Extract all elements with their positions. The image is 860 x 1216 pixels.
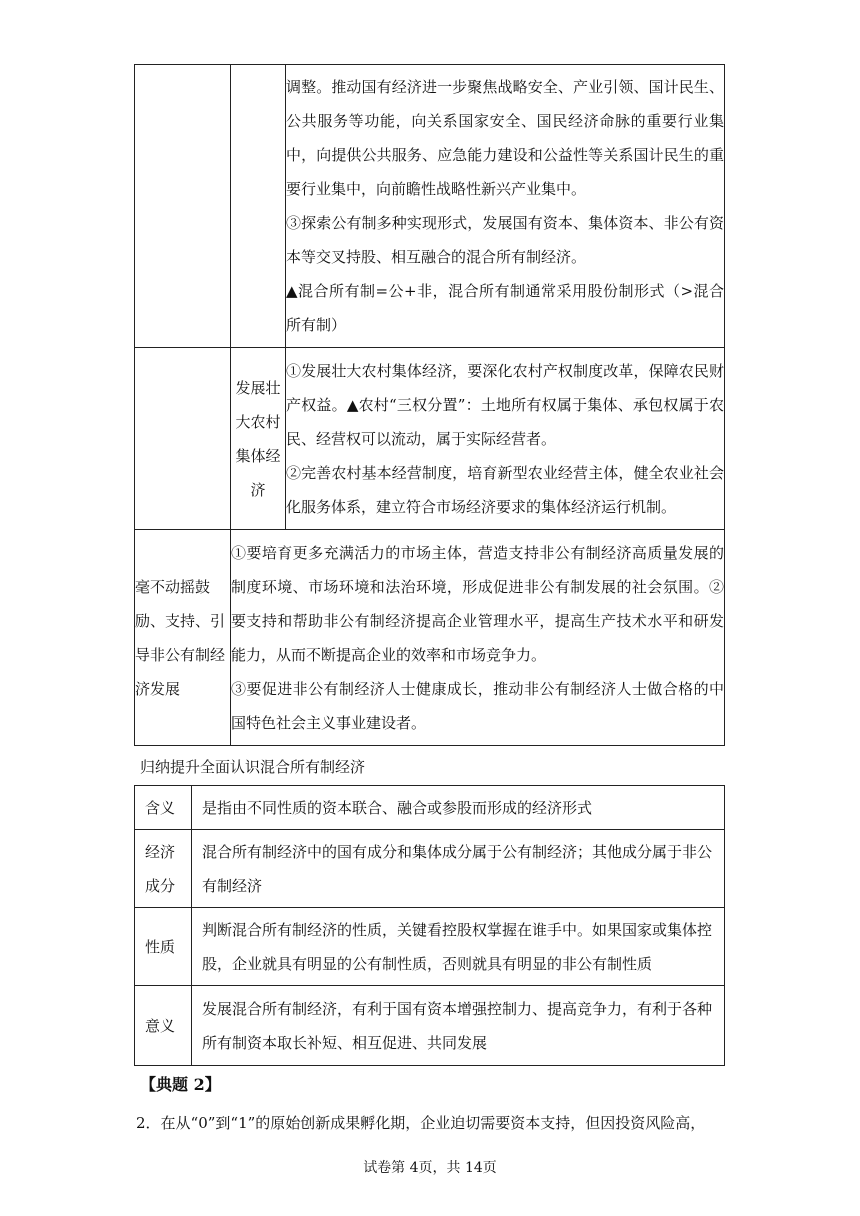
table-row	[135, 908, 725, 986]
row-label: 发展壮大农村集体经济	[231, 348, 286, 530]
page-footer: 试卷第 4页，共 14页	[363, 1160, 497, 1176]
table-row	[135, 530, 725, 746]
example-heading: 【典题 2】	[140, 1075, 221, 1094]
table-row	[135, 65, 725, 348]
row-text: 发展混合所有制经济，有利于国有资本增强控制力、提高竞争力，有利于各种所有制资本取长补短、相互促进、共同发展	[192, 986, 725, 1066]
table-row	[135, 786, 725, 830]
paragraph: ②完善农村基本经营制度，培育新型农业经营主体，健全农业社会化服务体系，建立符合市场经济要求的集体经济运行机制。	[286, 463, 724, 516]
empty-cell	[135, 348, 231, 530]
paragraph: ①发展壮大农村集体经济，要深化农村产权制度改革，保障农民财产权益。▲农村“三权分置”：土地所有权属于集体、承包权属于农民、经营权可以流动，属于实际经营者。	[286, 361, 724, 448]
row-label: 经济成分	[135, 830, 192, 908]
row-label: 含义	[135, 786, 192, 830]
row-text: 是指由不同性质的资本联合、融合或参股而形成的经济形式	[192, 786, 725, 830]
paragraph: ③要促进非公有制经济人士健康成长，推动非公有制经济人士做合格的中国特色社会主义事业建设者。	[231, 679, 724, 732]
table-row	[135, 986, 725, 1066]
row-label: 意义	[135, 986, 192, 1066]
row-label: 毫不动摇鼓励、支持、引导非公有制经济发展	[135, 530, 231, 746]
ownership-table	[134, 64, 725, 746]
paragraph: ③探索公有制多种实现形式，发展国有资本、集体资本、非公有资本等交叉持股、相互融合的混合所有制经济。	[286, 214, 724, 266]
content-cell	[286, 65, 725, 348]
empty-cell	[231, 65, 286, 348]
paragraph: 调整。推动国有经济进一步聚焦战略安全、产业引领、国计民生、公共服务等功能，向关系国家安全、国民经济命脉的重要行业集中，向提供公共服务、应急能力建设和公益性等关系国计民生的重要行业集中，向前瞻性战略性新兴产业集中。	[286, 78, 724, 198]
mixed-ownership-table	[134, 785, 725, 1066]
paragraph: ①要培育更多充满活力的市场主体，营造支持非公有制经济高质量发展的制度环境、市场环境和法治环境，形成促进非公有制发展的社会氛围。②要支持和帮助非公有制经济提高企业管理水平，提高生产技术水平和研发能力，从而不断提高企业的效率和市场竞争力。	[231, 543, 724, 664]
table-row	[135, 830, 725, 908]
table-row	[135, 348, 725, 530]
paragraph: ▲混合所有制=公+非，混合所有制通常采用股份制形式（>混合所有制）	[286, 282, 724, 334]
row-text: 混合所有制经济中的国有成分和集体成分属于公有制经济；其他成分属于非公有制经济	[192, 830, 725, 908]
empty-cell	[135, 65, 231, 348]
row-text: 判断混合所有制经济的性质，关键看控股权掌握在谁手中。如果国家或集体控股，企业就具有明显的公有制性质，否则就具有明显的非公有制性质	[192, 908, 725, 986]
section-caption: 归纳提升全面认识混合所有制经济	[140, 758, 366, 776]
row-label: 性质	[135, 908, 192, 986]
content-cell	[286, 348, 725, 530]
question-text: 2．在从“0”到“1”的原始创新成果孵化期，企业迫切需要资本支持，但因投资风险高，	[136, 1114, 706, 1132]
content-cell	[231, 530, 725, 746]
